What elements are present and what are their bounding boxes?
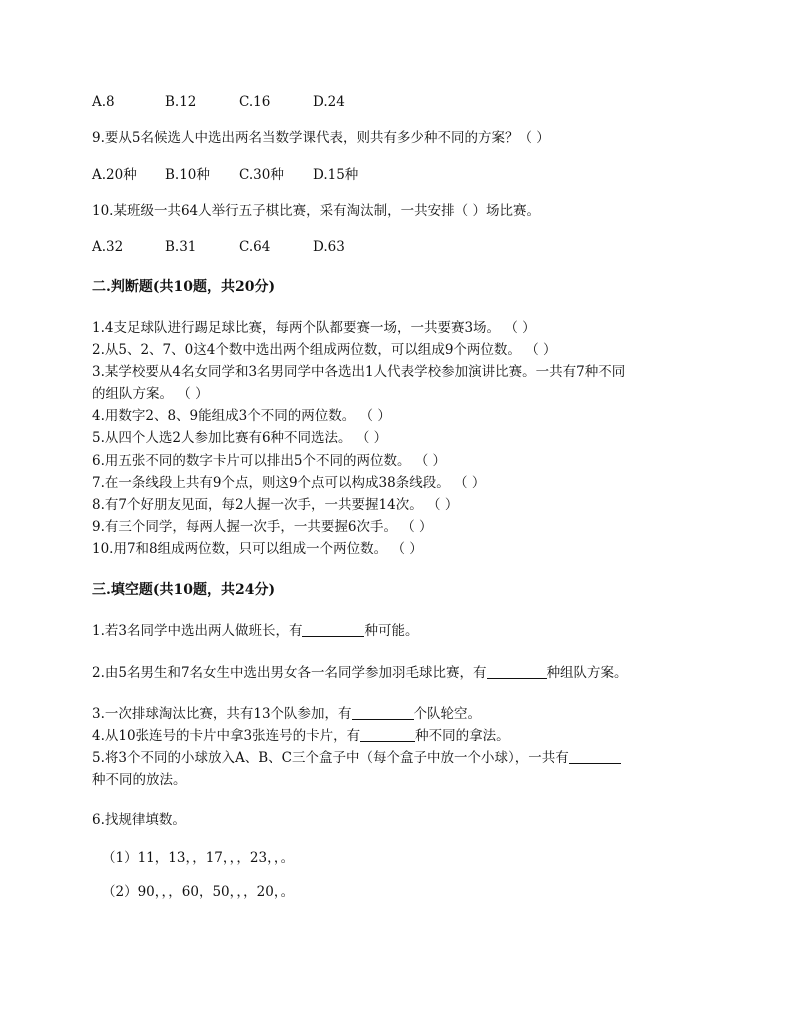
q10-option-b: B.31 xyxy=(165,239,197,255)
pattern-value: 60， xyxy=(181,884,213,900)
q9-option-a: A.20种 xyxy=(92,167,137,183)
fill-item-2-before: 2.由5名男生和7名女生中选出男女各一名同学参加羽毛球比赛，有 xyxy=(92,665,487,681)
fill-item-3-after: 个队轮空。 xyxy=(413,706,482,722)
pattern-separator: 。 xyxy=(280,850,295,866)
fill-item-2-after: 种组队方案。 xyxy=(546,665,628,681)
fill-item-4-after: 种不同的拿法。 xyxy=(415,728,510,744)
pattern-row-1 xyxy=(102,848,294,870)
q10-option-d: D.63 xyxy=(313,239,345,255)
q8-options xyxy=(92,92,345,112)
q8-option-b: B.12 xyxy=(165,94,197,110)
fill-item-1-before: 1.若3名同学中选出两人做班长，有 xyxy=(92,623,303,639)
pattern-separator: ， xyxy=(273,850,281,866)
pattern-row-1-label: （1） xyxy=(102,850,138,866)
fill-item-1-after: 种可能。 xyxy=(364,623,419,639)
judge-item-5: 5.从四个人选2人参加比赛有6种不同选法。 （ ） xyxy=(92,430,388,446)
fill-item-2 xyxy=(92,663,628,683)
q9-option-d: D.15种 xyxy=(313,167,359,183)
answer-blank[interactable] xyxy=(360,727,415,742)
pattern-separator: ， xyxy=(236,884,244,900)
pattern-value: 11， xyxy=(137,850,169,866)
fill-item-4 xyxy=(92,726,510,746)
q9-text: 9.要从5名候选人中选出两名当数学课代表，则共有多少种不同的方案？（ ） xyxy=(92,130,550,146)
pattern-value: 23， xyxy=(249,850,274,866)
q8-option-a: A.8 xyxy=(92,94,115,110)
fill-item-4-before: 4.从10张连号的卡片中拿3张连号的卡片，有 xyxy=(92,728,361,744)
judge-item-7: 7.在一条线段上共有9个点，则这9个点可以构成38条线段。 （ ） xyxy=(92,475,486,491)
pattern-separator: ， xyxy=(192,850,206,866)
pattern-value: 50， xyxy=(212,884,237,900)
fill-item-5-before: 5.将3个不同的小球放入A、B、C三个盒子中（每个盒子中放一个小球），一共有 xyxy=(92,750,569,766)
pattern-row-2 xyxy=(102,882,294,904)
q9-option-c: C.30种 xyxy=(239,167,284,183)
judge-item-2: 2.从5、2、7、0这4个数中选出两个组成两位数，可以组成9个两位数。 （ ） xyxy=(92,342,557,358)
fill-item-5-cont: 种不同的放法。 xyxy=(92,772,187,788)
fill-item-1 xyxy=(92,621,418,641)
pattern-value: 17， xyxy=(205,850,230,866)
fill-item-6: 6.找规律填数。 xyxy=(92,812,186,828)
q9-options xyxy=(92,165,358,185)
pattern-value: 13， xyxy=(168,850,193,866)
judge-item-10: 10.用7和8组成两位数，只可以组成一个两位数。 （ ） xyxy=(92,541,423,557)
judge-item-1: 1.4支足球队进行踢足球比赛，每两个队都要赛一场，一共要赛3场。 （ ） xyxy=(92,320,536,336)
q10-options xyxy=(92,237,345,257)
q8-option-c: C.16 xyxy=(239,94,271,110)
pattern-value: 20， xyxy=(256,884,281,900)
judge-item-3: 3.某学校要从4名女同学和3名男同学中各选出1人代表学校参加演讲比赛。一共有7种不同 xyxy=(92,364,626,380)
pattern-separator: ， xyxy=(161,884,169,900)
fill-item-3 xyxy=(92,704,481,724)
q9-option-b: B.10种 xyxy=(165,167,210,183)
answer-blank[interactable] xyxy=(569,749,621,764)
q10-option-a: A.32 xyxy=(92,239,124,255)
judge-item-8: 8.有7个好朋友见面，每2人握一次手，一共要握14次。 （ ） xyxy=(92,497,459,513)
pattern-separator: ， xyxy=(236,850,250,866)
q8-option-d: D.24 xyxy=(313,94,345,110)
q10-option-c: C.64 xyxy=(239,239,271,255)
pattern-separator: ， xyxy=(243,884,257,900)
answer-blank[interactable] xyxy=(352,705,414,720)
judge-item-3-cont: 的组队方案。 （ ） xyxy=(92,386,209,402)
fill-item-5 xyxy=(92,748,621,768)
pattern-separator: ， xyxy=(168,884,182,900)
fill-item-3-before: 3.一次排球淘汰比赛，共有13个队参加，有 xyxy=(92,706,352,722)
pattern-value: 90， xyxy=(137,884,162,900)
answer-blank[interactable] xyxy=(487,664,547,679)
section3-title: 三.填空题(共10题，共24分) xyxy=(92,582,276,598)
q10-text: 10.某班级一共64人举行五子棋比赛，采有淘汰制，一共安排（ ）场比赛。 xyxy=(92,203,540,219)
judge-item-9: 9.有三个同学，每两人握一次手，一共要握6次手。 （ ） xyxy=(92,519,433,535)
pattern-separator: ， xyxy=(229,850,237,866)
judge-item-6: 6.用五张不同的数字卡片可以排出5个不同的两位数。 （ ） xyxy=(92,453,447,469)
pattern-row-2-label: （2） xyxy=(102,884,138,900)
judge-item-4: 4.用数字2、8、9能组成3个不同的两位数。 （ ） xyxy=(92,408,391,424)
section2-title: 二.判断题(共10题，共20分) xyxy=(92,279,276,295)
pattern-separator: 。 xyxy=(280,884,295,900)
answer-blank[interactable] xyxy=(302,622,364,637)
